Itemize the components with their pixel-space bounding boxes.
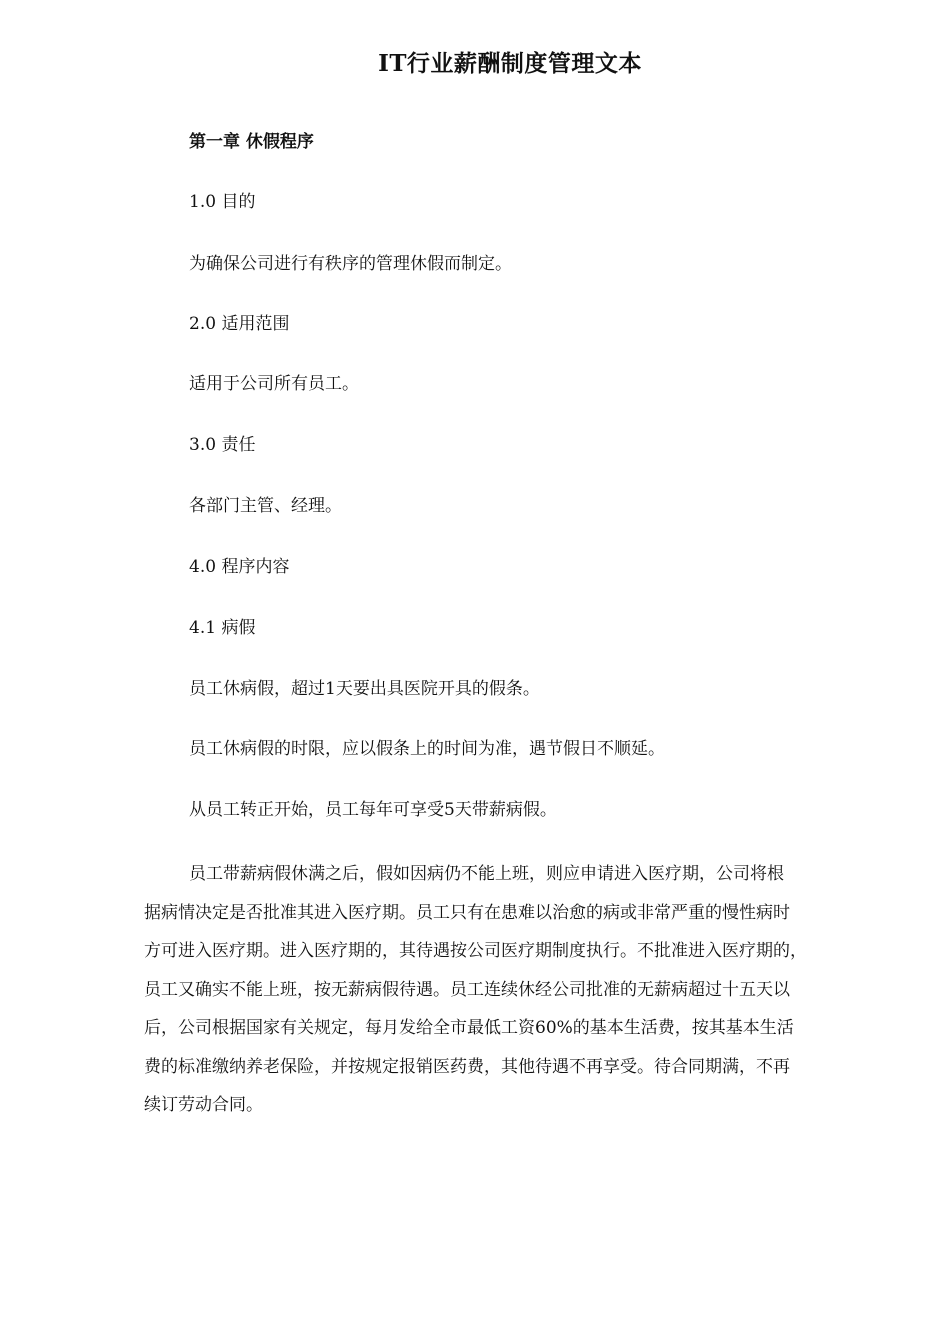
- body-text-purpose: 为确保公司进行有秩序的管理休假而制定。: [189, 254, 512, 274]
- paragraph-line: 员工又确实不能上班，按无薪病假待遇。员工连续休经公司批准的无薪病超过十五天以: [144, 979, 790, 1000]
- body-text-paid-sick-leave: 从员工转正开始，员工每年可享受5天带薪病假。: [189, 800, 557, 820]
- body-text-scope: 适用于公司所有员工。: [189, 374, 359, 394]
- section-heading-responsibility: 3.0 责任: [189, 435, 256, 455]
- body-text-responsibility: 各部门主管、经理。: [189, 496, 342, 516]
- section-heading-scope: 2.0 适用范围: [189, 314, 290, 334]
- body-paragraph-medical-period: [144, 855, 884, 1125]
- body-text-sick-leave-note: 员工休病假，超过1天要出具医院开具的假条。: [189, 679, 540, 699]
- paragraph-line: 方可进入医疗期。进入医疗期的，其待遇按公司医疗期制度执行。不批准进入医疗期的，: [144, 941, 807, 961]
- section-heading-procedure: 4.0 程序内容: [189, 557, 290, 577]
- paragraph-line: 后，公司根据国家有关规定，每月发给全市最低工资60%的基本生活费，按其基本生活: [144, 1018, 794, 1038]
- paragraph-line: 据病情决定是否批准其进入医疗期。员工只有在患难以治愈的病或非常严重的慢性病时: [144, 902, 790, 923]
- body-text-sick-leave-duration: 员工休病假的时限，应以假条上的时间为准，遇节假日不顺延。: [189, 739, 665, 759]
- section-heading-purpose: 1.0 目的: [189, 192, 256, 212]
- paragraph-line: 员工带薪病假休满之后，假如因病仍不能上班，则应申请进入医疗期，公司将根: [189, 864, 784, 884]
- chapter-heading: 第一章 休假程序: [189, 132, 314, 152]
- document-title: IT行业薪酬制度管理文本: [378, 50, 642, 77]
- paragraph-line: 费的标准缴纳养老保险，并按规定报销医药费，其他待遇不再享受。待合同期满，不再: [144, 1056, 790, 1077]
- paragraph-line: 续订劳动合同。: [144, 1095, 263, 1115]
- subsection-heading-sick-leave: 4.1 病假: [189, 618, 256, 638]
